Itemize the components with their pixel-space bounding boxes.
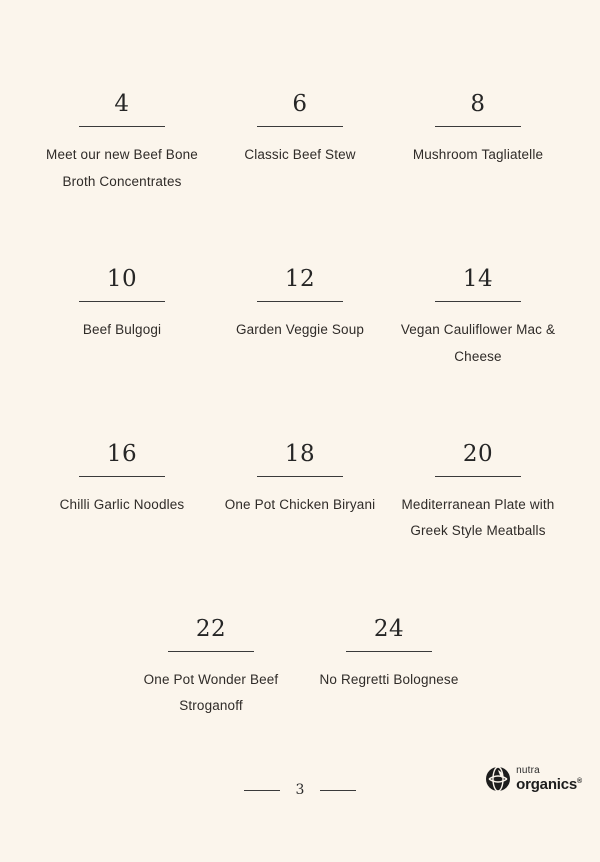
toc-entry-page-number: 10 [106,265,138,292]
toc-entry[interactable] [33,267,211,344]
brand-logo [485,766,582,792]
brand-name-line2 [516,777,582,792]
toc-entry-divider [257,301,343,302]
toc-entry-divider [346,651,432,652]
toc-entry-page-number: 14 [462,265,494,292]
toc-entry-title: One Pot Wonder Beef Stroganoff [143,672,279,714]
toc-entry-page-number: 4 [114,91,130,117]
page-number: 3 [295,782,305,798]
page-footer [0,765,600,838]
toc-entry-title: No Regretti Bolognese [319,672,459,688]
toc-entry-page-number: 8 [470,91,486,117]
toc-row [0,617,600,720]
toc-entry-page-number: 16 [106,440,138,467]
toc-entry[interactable] [389,442,567,545]
toc-entry-page-number: 22 [195,615,227,642]
toc-entry[interactable] [389,92,567,169]
toc-entry[interactable] [211,267,389,344]
toc-entry-page-number: 18 [284,440,316,467]
toc-entry-title: Beef Bulgogi [82,322,162,338]
toc-entry-divider [435,126,521,127]
toc-entry[interactable] [300,617,478,694]
globe-leaf-icon [485,766,511,792]
toc-entry[interactable] [211,442,389,519]
toc-entry-divider [435,476,521,477]
brand-name-line2-text: organics [516,776,578,793]
toc-row [0,267,600,370]
toc-entry-divider [79,301,165,302]
footer-rule-right [320,790,356,791]
toc-entry-page-number: 20 [462,440,494,467]
toc-entry-divider [79,126,165,127]
toc-entry-divider [79,476,165,477]
toc-entry-page-number: 12 [284,265,316,292]
toc-entry[interactable] [33,442,211,519]
toc-entry-page-number: 6 [292,91,308,117]
toc-entry-divider [168,651,254,652]
toc-entry-title: Garden Veggie Soup [235,322,365,338]
toc-row [0,92,600,195]
toc-row [0,442,600,545]
toc-entry[interactable] [211,92,389,169]
toc-entry-title: One Pot Chicken Biryani [224,497,376,513]
toc-entry[interactable] [122,617,300,720]
toc-entry-page-number: 24 [373,615,405,642]
toc-entry-title: Chilli Garlic Noodles [59,497,185,513]
toc-entry-divider [435,301,521,302]
toc-entry-title: Meet our new Beef Bone Broth Concentrates [46,147,198,189]
toc-entry-divider [257,126,343,127]
toc-entry-divider [257,476,343,477]
brand-wordmark [516,766,582,792]
brand-name-line1: nutra [516,765,540,776]
registered-mark: ® [577,778,582,785]
toc-entry-title: Vegan Cauliflower Mac & Cheese [400,322,556,364]
toc-entry-title: Classic Beef Stew [244,147,356,163]
toc-entry-title: Mushroom Tagliatelle [412,147,544,163]
toc-entry-title: Mediterranean Plate with Greek Style Meatballs [401,497,555,539]
toc-entry[interactable] [389,267,567,370]
footer-rule-left [244,790,280,791]
toc-entry[interactable] [33,92,211,195]
